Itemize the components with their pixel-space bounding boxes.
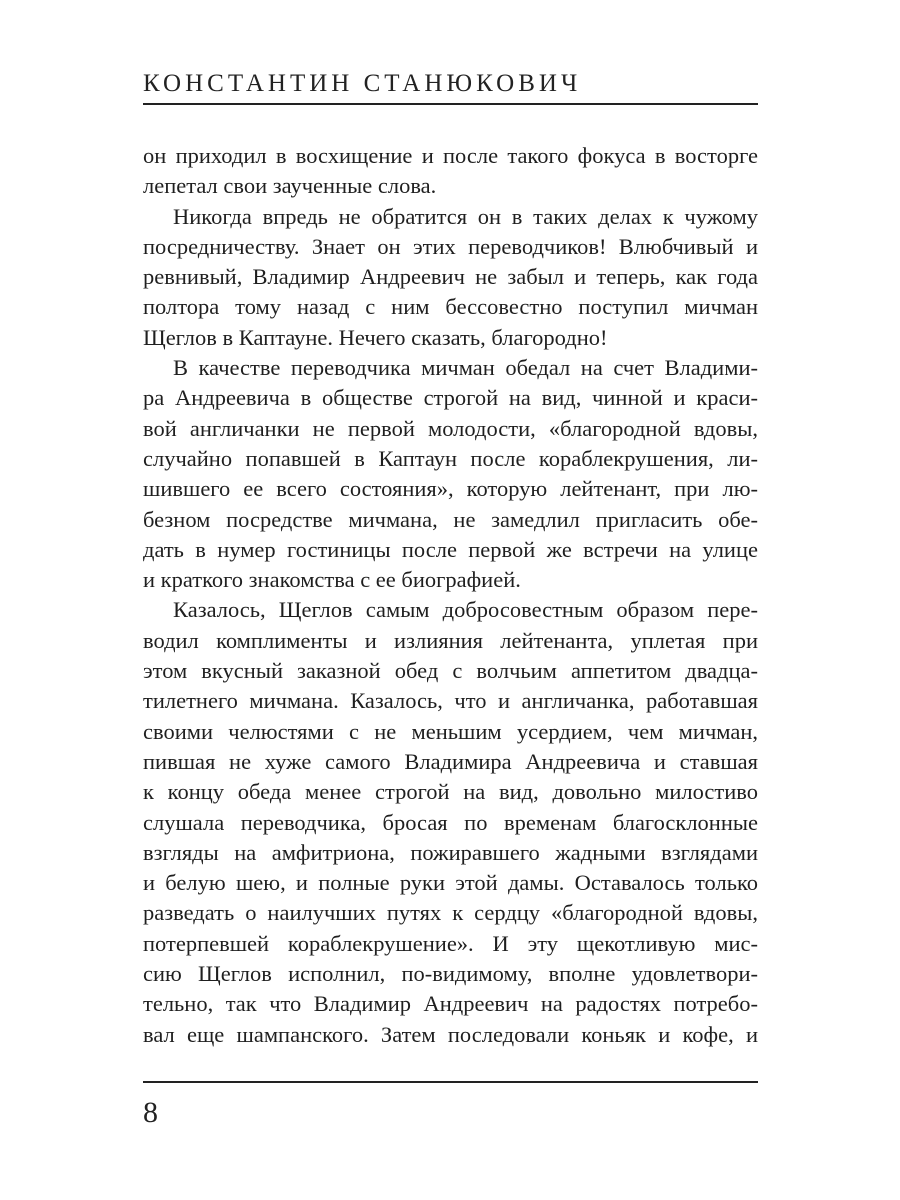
page-number: 8 [143,1096,158,1129]
body-text [143,141,758,1050]
text-line: и краткого знакомства с ее биографией. [143,567,521,593]
text-line: он приходил в восхищение и после такого фокуса в восторге [143,143,758,168]
text-line: Казалось, Щеглов самым добросовестным образом пере- [173,597,758,623]
text-line: вал еще шампанского. Затем последовали коньяк и кофе, и [143,1021,758,1047]
text-line: дать в нумер гостиницы после первой же встречи на улице [143,536,758,562]
text-line: пившая не хуже самого Владимира Андреевича и ставшая [143,748,758,774]
paragraph [143,353,758,595]
text-line: слушала переводчика, бросая по временам благосклонные [143,809,758,835]
text-line: безном посредстве мичмана, не замедлил пригласить обе- [143,506,758,532]
text-line: своими челюстями с не меньшим усердием, чем мичман, [143,718,758,744]
text-line: ревнивый, Владимир Андреевич не забыл и теперь, как года [143,264,758,290]
text-line: ра Андреевича в обществе строгой на вид, чинной и краси- [143,385,758,411]
text-line: полтора тому назад с ним бессовестно поступил мичман [143,294,758,320]
text-line: тельно, так что Владимир Андреевич на радостях потребо- [143,991,758,1017]
text-line: разведать о наилучших путях к сердцу «благородной вдовы, [143,900,758,926]
text-line: потерпевшей кораблекрушение». И эту щекотливую мис- [143,930,758,956]
paragraph [143,595,758,1049]
text-line: В качестве переводчика мичман обедал на счет Владими- [173,355,758,381]
text-line: водил комплименты и излияния лейтенанта, уплетая при [143,627,758,653]
text-line: тилетнего мичмана. Казалось, что и англичанка, работавшая [143,688,758,714]
text-line: этом вкусный заказной обед с волчьим аппетитом двадца- [143,658,758,684]
paragraph [143,141,758,202]
text-line: случайно попавшей в Каптаун после кораблекрушения, ли- [143,445,758,471]
text-line: Щеглов в Каптауне. Нечего сказать, благородно! [143,324,608,350]
running-header-author: КОНСТАНТИН СТАНЮКОВИЧ [143,70,582,97]
text-line: посредничеству. Знает он этих переводчиков! Влюбчивый и [143,233,758,259]
text-line: Никогда впредь не обратится он в таких делах к чужому [173,203,758,229]
text-line: сию Щеглов исполнил, по-видимому, вполне удовлетвори- [143,961,758,987]
text-line: и белую шею, и полные руки этой дамы. Оставалось только [143,870,758,896]
footer-rule [143,1081,758,1083]
text-line: взгляды на амфитриона, пожиравшего жадными взглядами [143,839,758,865]
text-line: к концу обеда менее строгой на вид, довольно милостиво [143,779,758,805]
paragraph [143,202,758,353]
text-line: шившего ее всего состояния», которую лейтенант, при лю- [143,476,758,502]
text-line: лепетал свои заученные слова. [143,173,437,199]
header-rule [143,103,758,105]
text-line: вой англичанки не первой молодости, «благородной вдовы, [143,415,758,441]
